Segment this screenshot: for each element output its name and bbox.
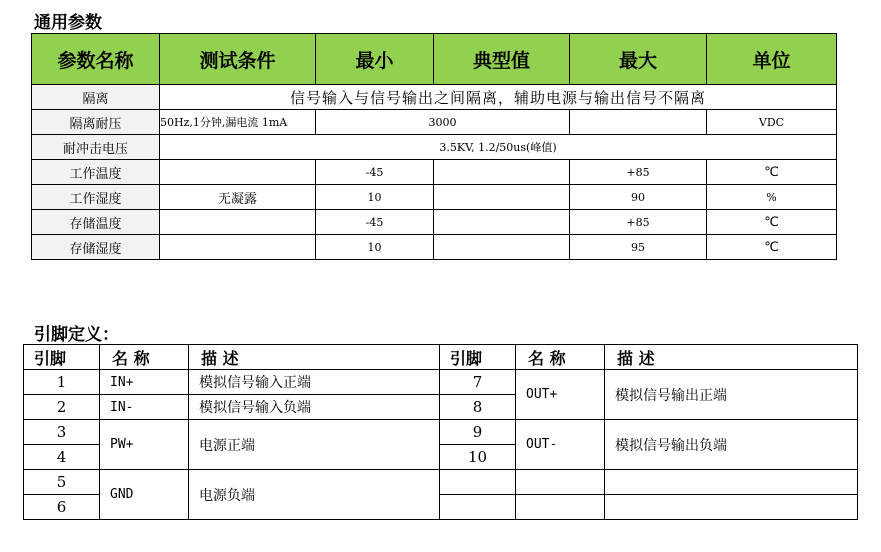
pin-description: 电源负端 <box>189 470 440 520</box>
table-row <box>24 370 858 395</box>
row-label-withstand-voltage: 隔离耐压 <box>32 110 160 135</box>
op-hum-max: 90 <box>570 185 707 210</box>
pin-number: 8 <box>440 395 516 420</box>
pin-name: IN+ <box>100 370 189 395</box>
header-max: 最大 <box>570 34 707 85</box>
withstand-condition: 50Hz,1分钟,漏电流 1mA <box>160 110 316 135</box>
row-label-impulse-voltage: 耐冲击电压 <box>32 135 160 160</box>
op-hum-min: 10 <box>316 185 434 210</box>
empty-cell <box>605 495 858 520</box>
pin-name: PW+ <box>100 420 189 470</box>
row-label-operating-temp: 工作温度 <box>32 160 160 185</box>
table-row <box>32 110 837 135</box>
pin-number: 3 <box>24 420 100 445</box>
empty-cell <box>516 470 605 495</box>
pin-description: 模拟信号输入正端 <box>189 370 440 395</box>
st-hum-condition <box>160 235 316 260</box>
pin-definition-table <box>23 344 858 520</box>
impulse-value: 3.5KV, 1.2/50us(峰值) <box>160 135 837 160</box>
pin-description: 模拟信号输出正端 <box>605 370 858 420</box>
table-row <box>32 185 837 210</box>
table-row <box>32 210 837 235</box>
header-desc-right: 描 述 <box>605 345 858 370</box>
header-name-right: 名 称 <box>516 345 605 370</box>
header-desc-left: 描 述 <box>189 345 440 370</box>
header-pin-left: 引脚 <box>24 345 100 370</box>
withstand-unit: VDC <box>707 110 837 135</box>
table-row <box>24 420 858 445</box>
withstand-typical: 3000 <box>316 110 570 135</box>
table-row <box>32 235 837 260</box>
withstand-max <box>570 110 707 135</box>
st-hum-typical <box>434 235 570 260</box>
pin-name: GND <box>100 470 189 520</box>
header-pin-right: 引脚 <box>440 345 516 370</box>
st-temp-condition <box>160 210 316 235</box>
pin-name: IN- <box>100 395 189 420</box>
general-params-table <box>31 33 837 260</box>
header-param-name: 参数名称 <box>32 34 160 85</box>
header-typical: 典型值 <box>434 34 570 85</box>
empty-cell <box>440 495 516 520</box>
st-hum-unit: ℃ <box>707 235 837 260</box>
op-temp-typical <box>434 160 570 185</box>
table-row <box>24 470 858 495</box>
isolation-description: 信号输入与信号输出之间隔离，辅助电源与输出信号不隔离 <box>160 85 837 110</box>
st-temp-typical <box>434 210 570 235</box>
op-temp-condition <box>160 160 316 185</box>
pin-header-row <box>24 345 858 370</box>
op-hum-typical <box>434 185 570 210</box>
pin-number: 7 <box>440 370 516 395</box>
pin-number: 2 <box>24 395 100 420</box>
section-title-general-params: 通用参数 <box>34 13 102 33</box>
row-label-isolation: 隔离 <box>32 85 160 110</box>
op-hum-unit: % <box>707 185 837 210</box>
pin-number: 6 <box>24 495 100 520</box>
row-label-storage-humidity: 存储湿度 <box>32 235 160 260</box>
pin-name: OUT+ <box>516 370 605 420</box>
header-test-condition: 测试条件 <box>160 34 316 85</box>
pin-number: 4 <box>24 445 100 470</box>
empty-cell <box>605 470 858 495</box>
header-min: 最小 <box>316 34 434 85</box>
pin-description: 模拟信号输出负端 <box>605 420 858 470</box>
st-temp-unit: ℃ <box>707 210 837 235</box>
op-temp-max: +85 <box>570 160 707 185</box>
st-temp-min: -45 <box>316 210 434 235</box>
pin-number: 5 <box>24 470 100 495</box>
pin-description: 电源正端 <box>189 420 440 470</box>
header-name-left: 名 称 <box>100 345 189 370</box>
pin-number: 9 <box>440 420 516 445</box>
pin-number: 1 <box>24 370 100 395</box>
st-hum-min: 10 <box>316 235 434 260</box>
row-label-operating-humidity: 工作湿度 <box>32 185 160 210</box>
pin-number: 10 <box>440 445 516 470</box>
op-temp-min: -45 <box>316 160 434 185</box>
st-hum-max: 95 <box>570 235 707 260</box>
section-title-pin-definition: 引脚定义： <box>34 325 119 345</box>
row-label-storage-temp: 存储温度 <box>32 210 160 235</box>
table-row <box>32 135 837 160</box>
op-hum-condition: 无凝露 <box>160 185 316 210</box>
header-unit: 单位 <box>707 34 837 85</box>
empty-cell <box>440 470 516 495</box>
table-row <box>32 85 837 110</box>
table-header-row <box>32 34 837 85</box>
table-row <box>32 160 837 185</box>
pin-name: OUT- <box>516 420 605 470</box>
st-temp-max: +85 <box>570 210 707 235</box>
op-temp-unit: ℃ <box>707 160 837 185</box>
empty-cell <box>516 495 605 520</box>
pin-description: 模拟信号输入负端 <box>189 395 440 420</box>
